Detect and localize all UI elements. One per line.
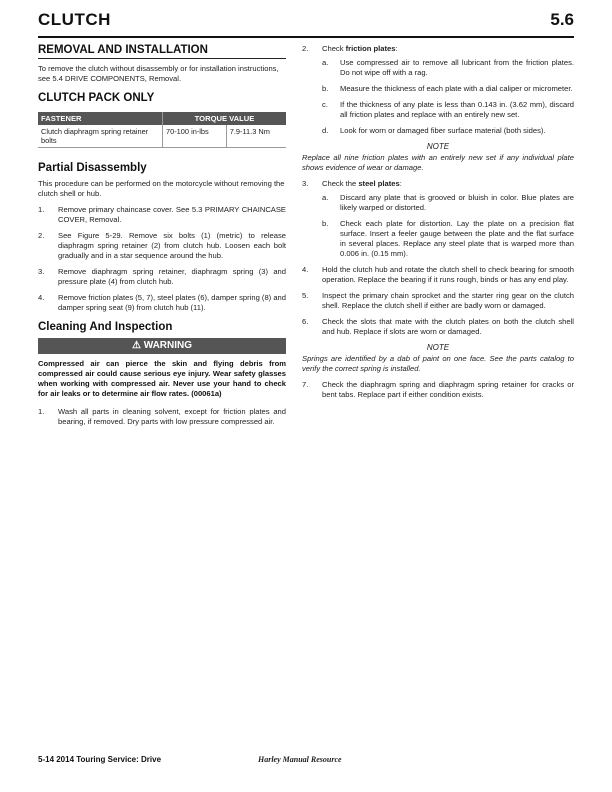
- partial-heading: Partial Disassembly: [38, 162, 147, 174]
- note-label: NOTE: [426, 142, 450, 151]
- page-header: [38, 10, 574, 34]
- partial-intro: This procedure can be performed on the motorcycle without removing the clutch shell or hub.: [38, 179, 285, 198]
- warning-text: Compressed air can pierce the skin and flying debris from compressed air could cause serious eye injury. Wear safety glasses when working with compressed air. Never use your hand to check for air leaks or to determine air flow rates. (00061a): [38, 359, 286, 398]
- list-item: 2. Check friction plates: a. Use compressed air to remove all lubricant from the friction plates. Do not wipe off with a rag. b. Measure the thickness of each plate with a dial caliper or micrometer. c. If the thickness of any plate is less than 0.143 in. (3.62 mm), discard all friction plates and replace with an entirely new set. d. Look for worn or damaged fiber surface material (both sides).: [302, 44, 574, 135]
- list-item: 3. Check the steel plates: a. Discard any plate that is grooved or bluish in color. Blue plates are likely warped or distorted. b. Check each plate for distortion. Lay the plate on a precision flat surface. Insert a feeler gauge between the plate and the flat surface in several places. Replace any steel plate that is warped more than 0.006 in. (0.15 mm).: [302, 179, 574, 258]
- cleaning-heading: Cleaning And Inspection: [38, 321, 173, 333]
- note-text: Springs are identified by a dab of paint on one face. See the parts catalog to verify the correct spring is installed.: [302, 354, 574, 373]
- torque-table: [38, 112, 286, 148]
- list-item: 7. Check the diaphragm spring and diaphragm spring retainer for cracks or bent tabs. Replace part if either condition exists.: [302, 380, 574, 399]
- warning-label: WARNING: [143, 340, 193, 351]
- list-item: d. Look for worn or damaged fiber surface material (both sides).: [322, 126, 546, 135]
- cell-nm: 7.9-11.3 Nm: [226, 125, 286, 148]
- footer-watermark: Harley Manual Resource: [258, 755, 342, 764]
- sub-steps: [322, 58, 574, 136]
- note-label: NOTE: [426, 343, 450, 352]
- cell-inlbs: 70-100 in-lbs: [163, 125, 227, 148]
- list-item: 4. Remove friction plates (5, 7), steel plates (6), damper spring (8) and damper spring seat (9) from clutch hub (11).: [38, 293, 286, 312]
- chapter-title: CLUTCH: [38, 10, 111, 29]
- list-item: a. Use compressed air to remove all lubricant from the friction plates. Do not wipe off with a rag.: [322, 58, 574, 77]
- header-rule: [38, 36, 574, 38]
- list-item: b. Check each plate for distortion. Lay the plate on a precision flat surface. Insert a feeler gauge between the plate and the flat surface in several places. Replace any steel plate that is warped more than 0.006 in. (0.15 mm).: [322, 219, 574, 258]
- table-header-torque: TORQUE VALUE: [163, 112, 287, 125]
- list-item: c. If the thickness of any plate is less than 0.143 in. (3.62 mm), discard all friction plates and replace with an entirely new set.: [322, 100, 574, 119]
- warning-banner: [38, 338, 286, 354]
- cell-fastener: Clutch diaphragm spring retainer bolts: [38, 125, 163, 148]
- clutch-pack-heading: CLUTCH PACK ONLY: [38, 92, 155, 104]
- list-item: 4. Hold the clutch hub and rotate the clutch shell to check bearing for smooth operation. Replace the bearing if it runs rough, binds or has any end play.: [302, 265, 574, 284]
- section-number: 5.6: [550, 10, 574, 29]
- list-item: 2. See Figure 5-29. Remove six bolts (1) (metric) to release diaphragm spring retainer (2) from clutch hub. Loosen each bolt gradually and in a star sequence around the hub.: [38, 231, 286, 260]
- removal-heading: REMOVAL AND INSTALLATION: [38, 44, 286, 59]
- inspection-steps-b: [302, 179, 574, 337]
- list-item: 3. Remove diaphragm spring retainer, diaphragm spring (3) and pressure plate (4) from clutch hub.: [38, 267, 286, 286]
- removal-text: To remove the clutch without disassembly or for installation instructions, see 5.4 DRIVE COMPONENTS, Removal.: [38, 64, 279, 83]
- inspection-steps-a: [302, 44, 574, 136]
- inspection-steps-c: [302, 380, 574, 400]
- list-item: 1. Remove primary chaincase cover. See 5.3 PRIMARY CHAINCASE COVER, Removal.: [38, 205, 286, 224]
- left-column: [38, 44, 286, 433]
- list-item: 5. Inspect the primary chain sprocket and the starter ring gear on the clutch shell. Replace the clutch shell if either are badly worn or damaged.: [302, 291, 574, 310]
- table-header-fastener: FASTENER: [38, 112, 163, 125]
- footer-page-info: 5-14 2014 Touring Service: Drive: [38, 755, 162, 764]
- list-item: a. Discard any plate that is grooved or bluish in color. Blue plates are likely warped or distorted.: [322, 193, 574, 212]
- list-item: b. Measure the thickness of each plate with a dial caliper or micrometer.: [322, 84, 573, 93]
- note-text: Replace all nine friction plates with an entirely new set if any individual plate shows evidence of wear or damage.: [302, 153, 574, 172]
- right-column: [302, 44, 574, 406]
- sub-steps: [322, 193, 574, 259]
- list-item: 6. Check the slots that mate with the clutch plates on both the clutch shell and hub. Replace if slots are worn or damaged.: [302, 317, 574, 336]
- warning-triangle-icon: ⚠: [131, 340, 141, 351]
- table-row: [38, 125, 286, 148]
- list-item: 1. Wash all parts in cleaning solvent, except for friction plates and bearing, if removed. Dry parts with low pressure compressed air.: [38, 407, 286, 426]
- partial-steps: [38, 205, 286, 313]
- cleaning-steps: [38, 407, 286, 427]
